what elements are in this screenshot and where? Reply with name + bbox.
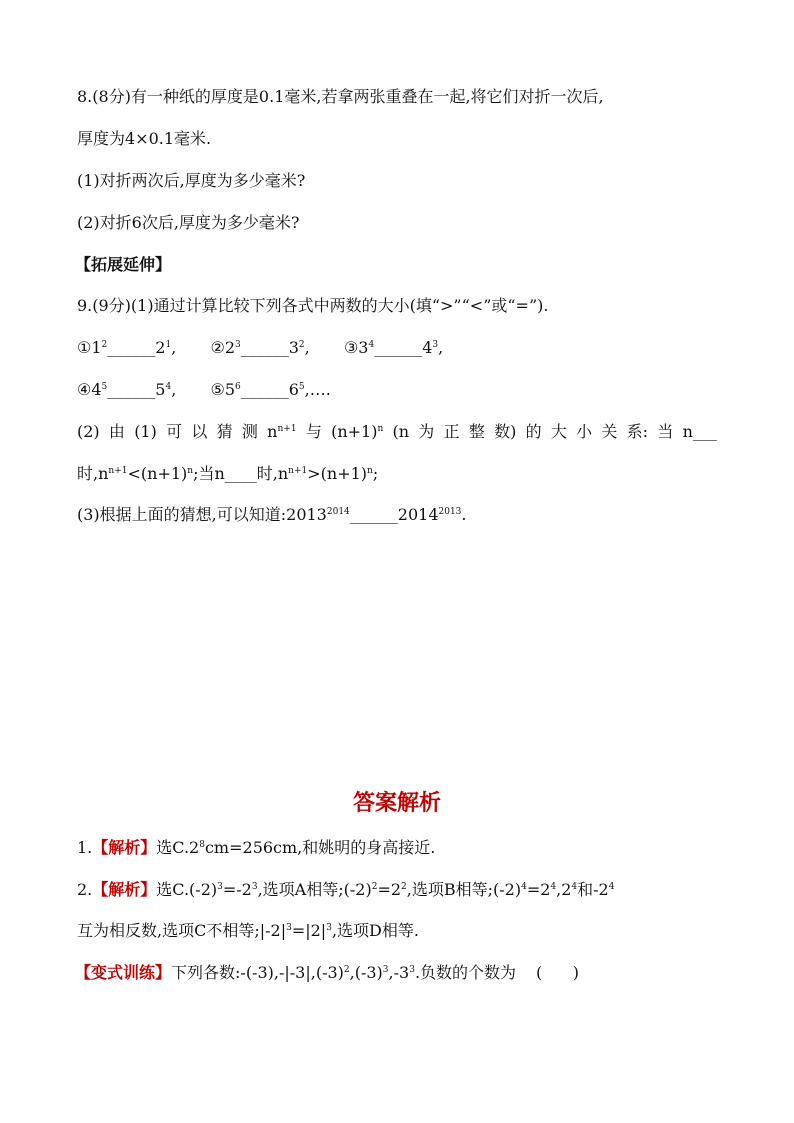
q9-item-1-blank: ______2 (107, 338, 166, 357)
variant-seg: ,(-3) (349, 963, 383, 982)
q9-item-5-exp1: 6 (235, 382, 241, 392)
q9-p3-exp: 2013 (438, 507, 462, 517)
q8-line-2 (77, 129, 211, 149)
q9-item-4-tail: , (171, 380, 177, 399)
q9-item-4 (77, 380, 176, 399)
q9-p2-word: 当 (657, 422, 674, 441)
q9-p2-word: 小 (576, 422, 593, 441)
answer-1-seg: cm=256cm,和姚明的身高接近. (204, 838, 436, 857)
q9-p2l2-seg: ;当n____时,n (193, 464, 289, 483)
q9-item-5 (210, 380, 330, 399)
answer-2-seg: ,选项D相等. (331, 921, 419, 940)
q9-item-2-tail: , (304, 338, 310, 357)
answer-2-number: 2. (77, 880, 93, 899)
q9-text-1: 9.(9分)(1)通过计算比较下列各式中两数的大小(填“>”“<”或“=”). (77, 296, 549, 315)
q9-p2l2-seg: ; (372, 464, 379, 483)
answer-2-seg: 和-2 (577, 880, 609, 899)
q9-p2l2-seg: <(n+1) (127, 464, 188, 483)
q9-item-3-tail: , (438, 338, 444, 357)
answer-2-exp: 4 (521, 882, 527, 892)
q9-item-5-base: ⑤5 (210, 380, 235, 399)
q9-p2-power (267, 422, 296, 442)
answer-2-line-2 (77, 921, 419, 941)
q9-item-5-exp2: 5 (298, 382, 305, 392)
q9-p2-word: 数) (494, 422, 517, 441)
variant-seg: 下列各数:-(-3),-|-3|,(-3) (171, 963, 344, 982)
q9-item-1-exp1: 2 (101, 340, 108, 350)
answer-2-exp: 3 (251, 882, 258, 892)
q9-item-1 (77, 338, 176, 357)
q9-item-5-tail: ,…. (304, 380, 331, 399)
q9-item-1-base: ①1 (77, 338, 102, 357)
section-heading-text: 【拓展延伸】 (75, 255, 172, 274)
variant-seg: ,-3 (388, 963, 410, 982)
q9-p2l2-exp: n+1 (108, 466, 128, 476)
q9-p2l2-seg: 时,n (77, 464, 109, 483)
q9-p2-word: (1) (134, 422, 157, 441)
answer-2-exp: 4 (571, 882, 578, 892)
variant-answer-parens: ( ) (536, 963, 580, 982)
q9-line-1 (77, 296, 548, 316)
q9-p2l2-exp: n+1 (288, 466, 308, 476)
variant-training (75, 963, 579, 983)
answer-2-seg: =|2| (291, 921, 327, 940)
answer-2-exp: 3 (326, 923, 332, 933)
answer-2-exp: 2 (401, 882, 407, 892)
section-heading-extend (75, 255, 171, 275)
q9-p2-word: n___ (682, 422, 717, 441)
q9-p3-exp: 2014 (326, 507, 350, 517)
answer-1-tag: 【解析】 (92, 838, 157, 857)
q8-part-2 (77, 213, 300, 233)
answer-2-seg: =-2 (222, 880, 252, 899)
q9-row-1 (77, 338, 443, 358)
q9-item-2-base: ②2 (210, 338, 235, 357)
q9-p2-word: 测 (241, 422, 258, 441)
q9-p2-word: 正 (443, 422, 460, 441)
q9-p2-word: 以 (191, 422, 208, 441)
q9-p2-word: 由 (108, 422, 125, 441)
q9-p2-word: 系: (626, 422, 649, 441)
q9-p2-word: (2) (77, 422, 100, 441)
q9-p2-word: (n (392, 422, 410, 441)
q9-p2l2-seg: >(n+1) (307, 464, 368, 483)
q9-p2-power-2 (331, 422, 383, 442)
q9-p2l2-exp: n (367, 466, 373, 476)
q9-p2-exp: n+1 (277, 424, 297, 434)
answer-2-line-1 (77, 880, 614, 900)
q9-item-3 (344, 338, 443, 357)
answer-2-exp: 2 (371, 882, 378, 892)
q9-item-2-exp1: 3 (235, 340, 241, 350)
q9-p2-word: 可 (166, 422, 183, 441)
q9-p2-word: 关 (601, 422, 618, 441)
q9-item-4-blank: ______5 (107, 380, 166, 399)
answer-2-exp: 3 (286, 923, 292, 933)
answer-2-exp: 4 (608, 882, 615, 892)
q9-p2-word: 与 (305, 422, 322, 441)
q9-item-4-exp2: 4 (165, 382, 172, 392)
answer-2-seg: =2 (526, 880, 551, 899)
answer-2-seg: 选C.(-2) (156, 880, 218, 899)
q8-part-1-text: (1)对折两次后,厚度为多少毫米? (77, 171, 306, 190)
q9-p2-word: 的 (525, 422, 542, 441)
q9-p2-base-2: (n+1) (331, 422, 378, 441)
q9-p3-seg: . (461, 505, 467, 524)
q9-p2-word: 大 (550, 422, 567, 441)
q9-part-3 (77, 505, 467, 525)
q9-p3-seg: (3)根据上面的猜想,可以知道:2013 (77, 505, 327, 524)
q9-item-5-blank: ______6 (240, 380, 299, 399)
q9-p2-word: 整 (468, 422, 485, 441)
q9-item-3-exp2: 3 (432, 340, 439, 350)
answer-section-title: 答案解析 (352, 791, 441, 816)
answer-1 (77, 838, 435, 858)
q9-p2-exp-2: n (377, 424, 384, 434)
q9-p2-base: n (267, 422, 278, 441)
answer-2-seg: ,选项A相等;(-2) (257, 880, 372, 899)
q9-part-2-line-1 (77, 422, 717, 442)
answer-2-seg: ,选项B相等;(-2) (406, 880, 522, 899)
q9-p2l2-exp: n (187, 466, 194, 476)
q8-text-2: 厚度为4×0.1毫米. (77, 129, 212, 148)
answer-2-exp: 4 (550, 882, 557, 892)
q9-item-2-exp2: 2 (298, 340, 305, 350)
q9-item-2 (210, 338, 309, 357)
answer-2-seg: ,2 (556, 880, 572, 899)
q9-item-4-exp1: 5 (101, 382, 108, 392)
q9-item-1-exp2: 1 (165, 340, 172, 350)
answer-1-exp: 8 (199, 840, 205, 850)
variant-tag: 【变式训练】 (75, 963, 172, 982)
q9-item-3-exp1: 4 (368, 340, 375, 350)
q9-item-1-tail: , (171, 338, 177, 357)
q8-part-2-text: (2)对折6次后,厚度为多少毫米? (77, 213, 300, 232)
q9-item-2-blank: ______3 (240, 338, 299, 357)
q9-p2-word: 猜 (216, 422, 233, 441)
answer-1-number: 1. (77, 838, 93, 857)
variant-exp: 3 (409, 965, 415, 975)
q9-p3-seg: ______2014 (349, 505, 439, 524)
q8-line-1 (77, 87, 604, 107)
q9-item-4-base: ④4 (77, 380, 102, 399)
variant-exp: 3 (382, 965, 389, 975)
q8-text-1: 8.(8分)有一种纸的厚度是0.1毫米,若拿两张重叠在一起,将它们对折一次后, (77, 87, 604, 106)
answer-2-exp: 3 (217, 882, 223, 892)
q9-row-2 (77, 380, 331, 400)
answer-1-seg: 选C.2 (156, 838, 200, 857)
answer-2-seg: =2 (377, 880, 402, 899)
answer-2-seg: 互为相反数,选项C不相等;|-2| (77, 921, 287, 940)
variant-exp: 2 (343, 965, 350, 975)
q9-item-3-blank: ______4 (374, 338, 433, 357)
q9-part-2-line-2 (77, 464, 378, 484)
q9-p2-word: 为 (418, 422, 435, 441)
answer-2-tag: 【解析】 (92, 880, 157, 899)
q8-part-1 (77, 171, 305, 191)
variant-seg: .负数的个数为 (414, 963, 517, 982)
q9-item-3-base: ③3 (343, 338, 369, 357)
